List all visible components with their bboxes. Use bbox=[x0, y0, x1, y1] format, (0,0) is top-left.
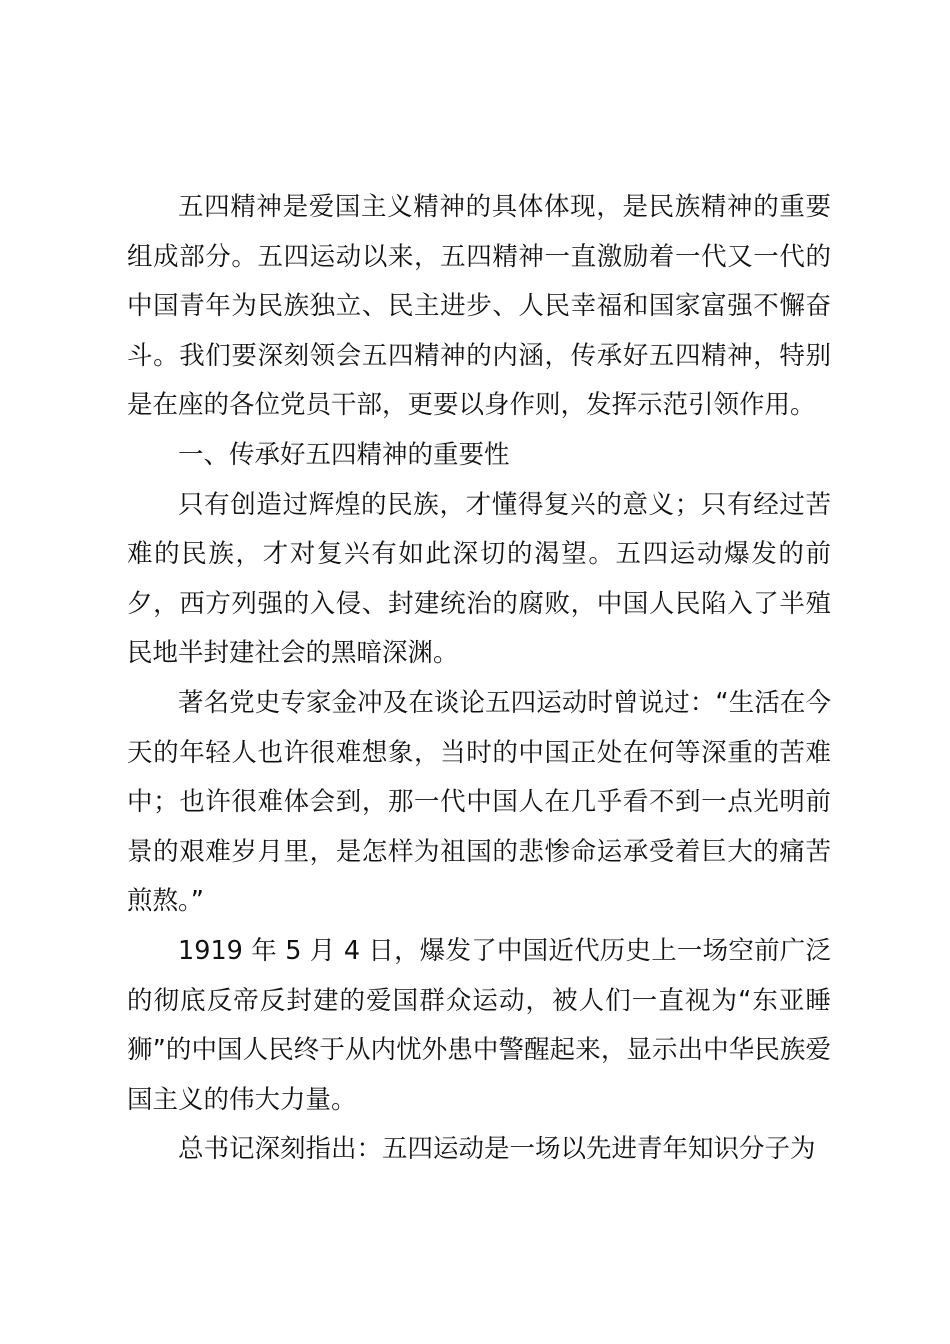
paragraph-rejuvenation: 只有创造过辉煌的民族，才懂得复兴的意义；只有经过苦难的民族，才对复兴有如此深切的渴望。五四运动爆发的前夕，西方列强的入侵、封建统治的腐败，中国人民陷入了半殖民地半封建社会的黑暗深渊。 bbox=[127, 489, 831, 669]
paragraph-general-secretary: 总书记深刻指出：五四运动是一场以先进青年知识分子为 bbox=[178, 1134, 816, 1165]
document-body bbox=[127, 183, 831, 1175]
section-heading: 一、传承好五四精神的重要性 bbox=[178, 439, 510, 470]
paragraph-intro: 五四精神是爱国主义精神的具体体现，是民族精神的重要组成部分。五四运动以来，五四精神一直激励着一代又一代的中国青年为民族独立、民主进步、人民幸福和国家富强不懈奋斗。我们要深刻领会五四精神的内涵，传承好五四精神，特别是在座的各位党员干部，更要以身作则，发挥示范引领作用。 bbox=[127, 192, 831, 421]
paragraph-quote: 著名党史专家金冲及在谈论五四运动时曾说过：“生活在今天的年轻人也许很难想象，当时的中国正处在何等深重的苦难中；也许很难体会到，那一代中国人在几乎看不到一点光明前景的艰难岁月里，是怎样为祖国的悲惨命运承受着巨大的痛苦煎熬。” bbox=[127, 687, 831, 917]
paragraph-1919: 1919 年 5 月 4 日，爆发了中国近代历史上一场空前广泛的彻底反帝反封建的爱国群众运动，被人们一直视为“东亚睡狮”的中国人民终于从内忧外患中警醒起来，显示出中华民族爱国主义的伟大力量。 bbox=[127, 935, 831, 1115]
